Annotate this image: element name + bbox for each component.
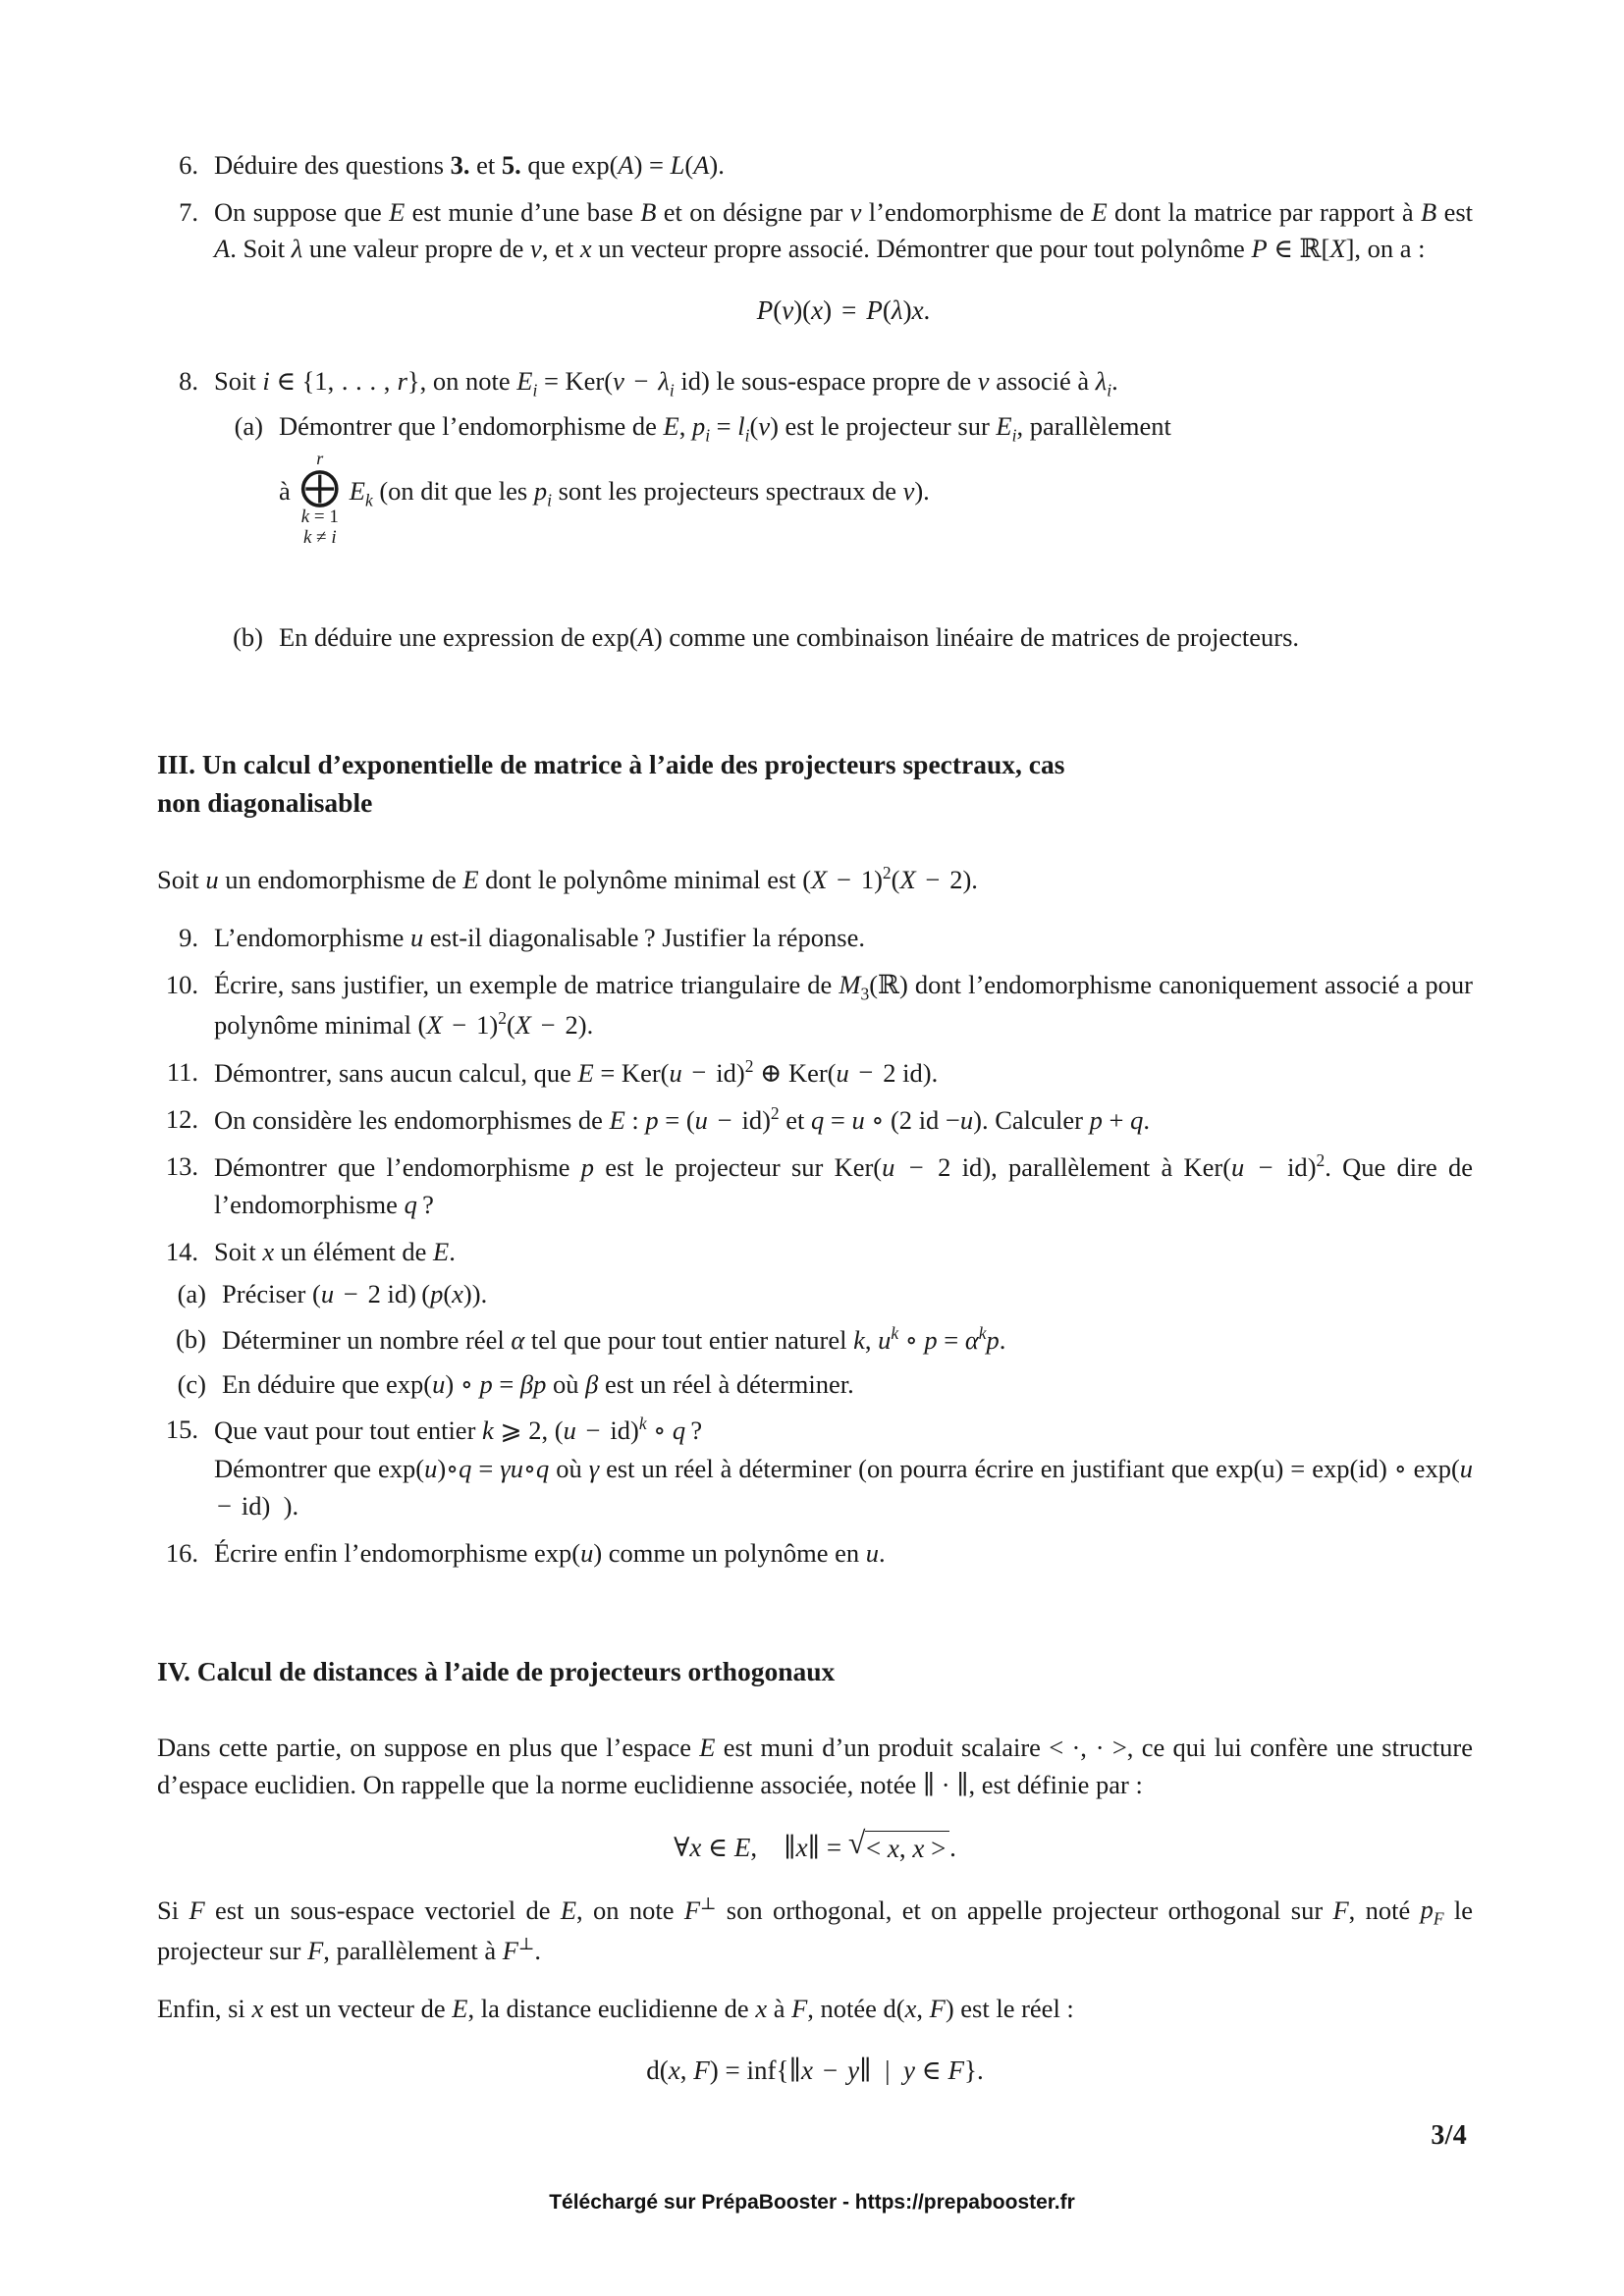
- spacer: [157, 1690, 1473, 1730]
- question-number: 11.: [166, 1056, 198, 1087]
- question-text: Écrire enfin l’endomorphisme exp(u) comme un polynôme en u.: [214, 1537, 886, 1568]
- section-heading-4: IV. Calcul de distances à l’aide de projecteurs orthogonaux: [157, 1656, 836, 1687]
- question-8-sublist: [214, 408, 1473, 657]
- section-heading-3-line2: non diagonalisable: [157, 786, 373, 818]
- oplus-lead: à: [279, 476, 291, 507]
- question-item-8b: [214, 619, 1473, 657]
- question-text: Que vaut pour tout entier k ⩾ 2, (u − id)$^k$ ∘ q ?: [214, 1413, 703, 1445]
- question-number: 7.: [179, 196, 198, 227]
- spacer: [157, 898, 1473, 920]
- oplus-lower-limit-1: k = 1: [300, 507, 339, 528]
- sub-text: Déterminer un nombre réel α tel que pour tout entier naturel k, $u^k$ ∘ $p = \alpha^kp$.: [222, 1322, 1006, 1355]
- question-item-13: [157, 1148, 1473, 1223]
- section-4-para-3: Enfin, si x est un vecteur de E, la distance euclidienne de x à F, notée d(x, F) est le réel :: [157, 1994, 1074, 2024]
- question-number: 9.: [179, 923, 198, 953]
- question-text: On suppose que E est munie d’une base B et on désigne par v l’endomorphisme de E dont la matrice par rapport à B est A. Soit λ une valeur propre de v, et x un vecteur propre associé. Démontrer que pour tout polynôme P ∈ ℝ[X], on a : P(v)(x) = P(λ)x.: [214, 194, 1473, 353]
- sqrt-icon: √ < x, x >: [848, 1829, 949, 1865]
- question-item-11: [157, 1054, 1473, 1092]
- question-list-part3: [157, 920, 1473, 1270]
- question-number: 10.: [165, 969, 198, 999]
- question-text: Soit x un élément de E.: [214, 1236, 456, 1266]
- sub-text: En déduire que exp(u) ∘ p = βp où β est un réel à déterminer.: [222, 1369, 854, 1400]
- oplus-tail: $E_k$ (on dit que les $p_i$ sont les projecteurs spectraux de v).: [349, 476, 930, 510]
- question-number: 13.: [165, 1151, 198, 1182]
- oplus-expression: [279, 448, 1473, 549]
- oplus-upper-limit: r: [316, 449, 324, 469]
- display-formula-distance: d(x, F) = inf{∥x − y∥ | y ∈ F}.: [646, 2055, 984, 2085]
- question-text: Démontrer que exp(u)∘q = γu∘q où γ est un réel à déterminer (on pourra écrire en justifiant que exp(u) = exp(id) ∘ exp(u − id) ).: [214, 1454, 1474, 1521]
- question-item-7: [157, 194, 1473, 353]
- spacer: [157, 1969, 1473, 1991]
- question-number: 12.: [165, 1104, 198, 1134]
- question-number: 6.: [179, 150, 198, 180]
- question-item-10: [157, 967, 1473, 1044]
- question-item-9: [157, 920, 1473, 957]
- question-text: Déduire des questions 3. et 5. que exp(A) = L(A).: [214, 150, 725, 180]
- question-item-12: [157, 1101, 1473, 1139]
- question-item-8: [157, 363, 1473, 665]
- section-4-para-1: Dans cette partie, on suppose en plus que l’espace E est muni d’un produit scalaire < ·, · >, ce qui lui confère une structure d’espace euclidien. On rappelle que la norme euclidienne associée, notée ∥ · ∥, est définie par :: [157, 1733, 1474, 1799]
- question-item-14c: [157, 1366, 1473, 1404]
- question-text: Écrire, sans justifier, un exemple de matrice triangulaire de $M_3(ℝ)$ dont l’endomorphisme canoniquement associé a pour polynôme minimal $(X - 1)^2(X - 2)$.: [214, 969, 1474, 1040]
- sub-label: (c): [177, 1369, 206, 1400]
- question-list-part2: [157, 147, 1473, 665]
- question-item-16: [157, 1535, 1473, 1573]
- question-number: 14.: [165, 1236, 198, 1266]
- section-heading-3-line1: III. Un calcul d’exponentielle de matrice à l’aide des projecteurs spectraux, cas: [157, 748, 1065, 779]
- sub-label: (a): [234, 411, 263, 442]
- question-text: Démontrer que l’endomorphisme p est le projecteur sur Ker(u − 2 id), parallèlement à Ker(u − id)$^2$. Que dire de l’endomorphisme q ?: [214, 1150, 1473, 1219]
- section-4-para-2: Si F est un sous-espace vectoriel de E, on note F⊥ son orthogonal, et on appelle projecteur orthogonal sur F, noté $p_F$ le projecteur sur F, parallèlement à F⊥.: [157, 1893, 1474, 1965]
- question-item-6: [157, 147, 1473, 185]
- question-list-part3b: [157, 1412, 1473, 1572]
- sub-text: En déduire une expression de exp(A) comme une combinaison linéaire de matrices de projecteurs.: [279, 622, 1300, 653]
- display-formula-pvx: P(v)(x) = P(λ)x.: [756, 294, 931, 325]
- question-item-15-continued: [157, 1451, 1473, 1524]
- question-number: 16.: [165, 1537, 198, 1568]
- page-content: [157, 147, 1473, 2113]
- big-oplus-icon: [300, 450, 340, 547]
- section-heading-3: [157, 745, 1473, 822]
- sub-label: (a): [177, 1279, 206, 1309]
- sub-label: (b): [176, 1323, 206, 1354]
- question-item-14a: [157, 1276, 1473, 1313]
- oplus-symbol: ⨁: [299, 464, 340, 509]
- sub-text: Démontrer que l’endomorphisme de E, $p_i = l_i(v)$ est le projecteur sur $E_i$, parallèlement à r ⨁ k = 1 k ≠ i $E_k$ (on dit que les $p_i$ sont les projecteurs spectraux de v).: [279, 408, 1473, 545]
- question-number: 15.: [165, 1414, 198, 1444]
- spacer: [157, 822, 1473, 861]
- question-text: L’endomorphisme u est-il diagonalisable ? Justifier la réponse.: [214, 923, 865, 953]
- oplus-lower-limit-2: k ≠ i: [302, 527, 337, 549]
- question-item-15: [157, 1412, 1473, 1449]
- spacer: [157, 1581, 1473, 1652]
- footer-credit: Téléchargé sur PrépaBooster - https://prepabooster.fr: [549, 2191, 1075, 2214]
- question-item-14b: [157, 1321, 1473, 1359]
- question-item-14: [157, 1234, 1473, 1271]
- question-item-8a: [214, 408, 1473, 549]
- sub-text: Préciser (u − 2 id) (p(x)).: [222, 1279, 488, 1309]
- question-text: Soit i ∈ {1, . . . , r}, on note $E_i = Ker(v - \lambda_i$ id) le sous-espace propre de v associé à $\lambda_i$. (a) Démontrer que l’endomorphisme de E, $p_i = l_i(v)$ est le projecteur sur $E_i$, parallèlement à r ⨁ k = 1 k ≠ i $E_k$ (on dit que les $p_i$ sont les projecteurs spectraux de v). (b) En déduire une expression de exp(A) comme une combinaison linéaire de matrices de projecteurs.: [214, 363, 1473, 665]
- question-14-sublist: [157, 1276, 1473, 1404]
- question-text: Démontrer, sans aucun calcul, que E = Ker(u − id)$^2$ ⊕ Ker(u − 2 id).: [214, 1055, 939, 1088]
- section-3-intro: Soit u un endomorphisme de E dont le polynôme minimal est $(X - 1)^2(X - 2)$.: [157, 862, 978, 894]
- sub-label: (b): [233, 622, 263, 653]
- question-text: On considère les endomorphismes de E : p = (u − id)$^2$ et q = u ∘ (2 id −u). Calculer p + q.: [214, 1103, 1150, 1135]
- page-number: 3/4: [1431, 2120, 1467, 2151]
- spacer: [157, 674, 1473, 745]
- question-number: 8.: [179, 365, 198, 396]
- display-formula-norm: ∀x ∈ E, ∥x∥ = √ < x, x > .: [157, 1829, 1473, 1865]
